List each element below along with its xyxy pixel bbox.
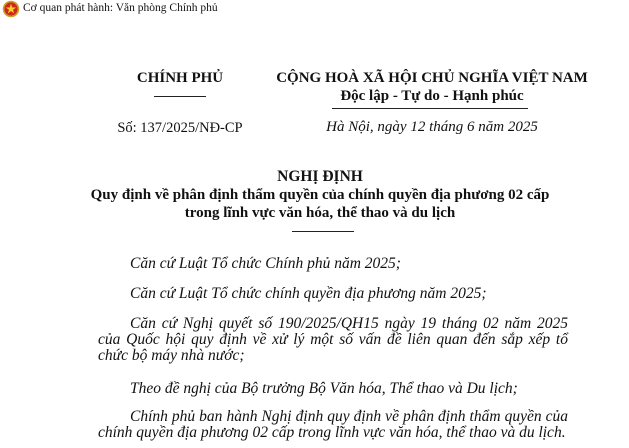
preamble-paragraph: Theo đề nghị của Bộ trưởng Bộ Văn hóa, Thể thao và Du lịch; [130, 380, 518, 397]
subject-line-1: Quy định về phân định thẩm quyền của chính quyền địa phương 02 cấp [90, 187, 550, 203]
title-underline [292, 231, 354, 232]
document-number: Số: 137/2025/NĐ-CP [117, 120, 243, 136]
preamble-paragraph: Căn cứ Nghị quyết số 190/2025/QH15 ngày 19 tháng 02 năm 2025 của Quốc hội quy định về xử lý một số vấn đề liên quan đến sắp xếp tổ chức bộ máy nhà nước; [98, 315, 568, 364]
subject-line-2: trong lĩnh vực văn hóa, thể thao và du lịch [184, 205, 456, 221]
preamble-paragraph: Căn cứ Luật Tổ chức Chính phủ năm 2025; [130, 255, 401, 272]
national-motto: Độc lập - Tự do - Hạnh phúc [340, 88, 524, 104]
place-date: Hà Nội, ngày 12 tháng 6 năm 2025 [326, 119, 538, 135]
document-type: NGHỊ ĐỊNH [277, 168, 363, 185]
country-name: CỘNG HOÀ XÃ HỘI CHỦ NGHĨA VIỆT NAM [276, 70, 588, 86]
agency-underline [154, 96, 206, 97]
issuer-text: Cơ quan phát hành: Văn phòng Chính phủ [23, 2, 218, 14]
preamble-paragraph: Căn cứ Luật Tổ chức chính quyền địa phương năm 2025; [130, 285, 487, 302]
motto-underline [332, 108, 528, 109]
issuer-bar [0, 0, 629, 24]
agency-name: CHÍNH PHỦ [136, 70, 224, 86]
preamble-paragraph: Chính phủ ban hành Nghị định quy định về phân định thẩm quyền của chính quyền địa phương 02 cấp trong lĩnh vực văn hóa, thể thao và du lịch. [98, 408, 568, 441]
national-emblem-icon [2, 0, 20, 18]
